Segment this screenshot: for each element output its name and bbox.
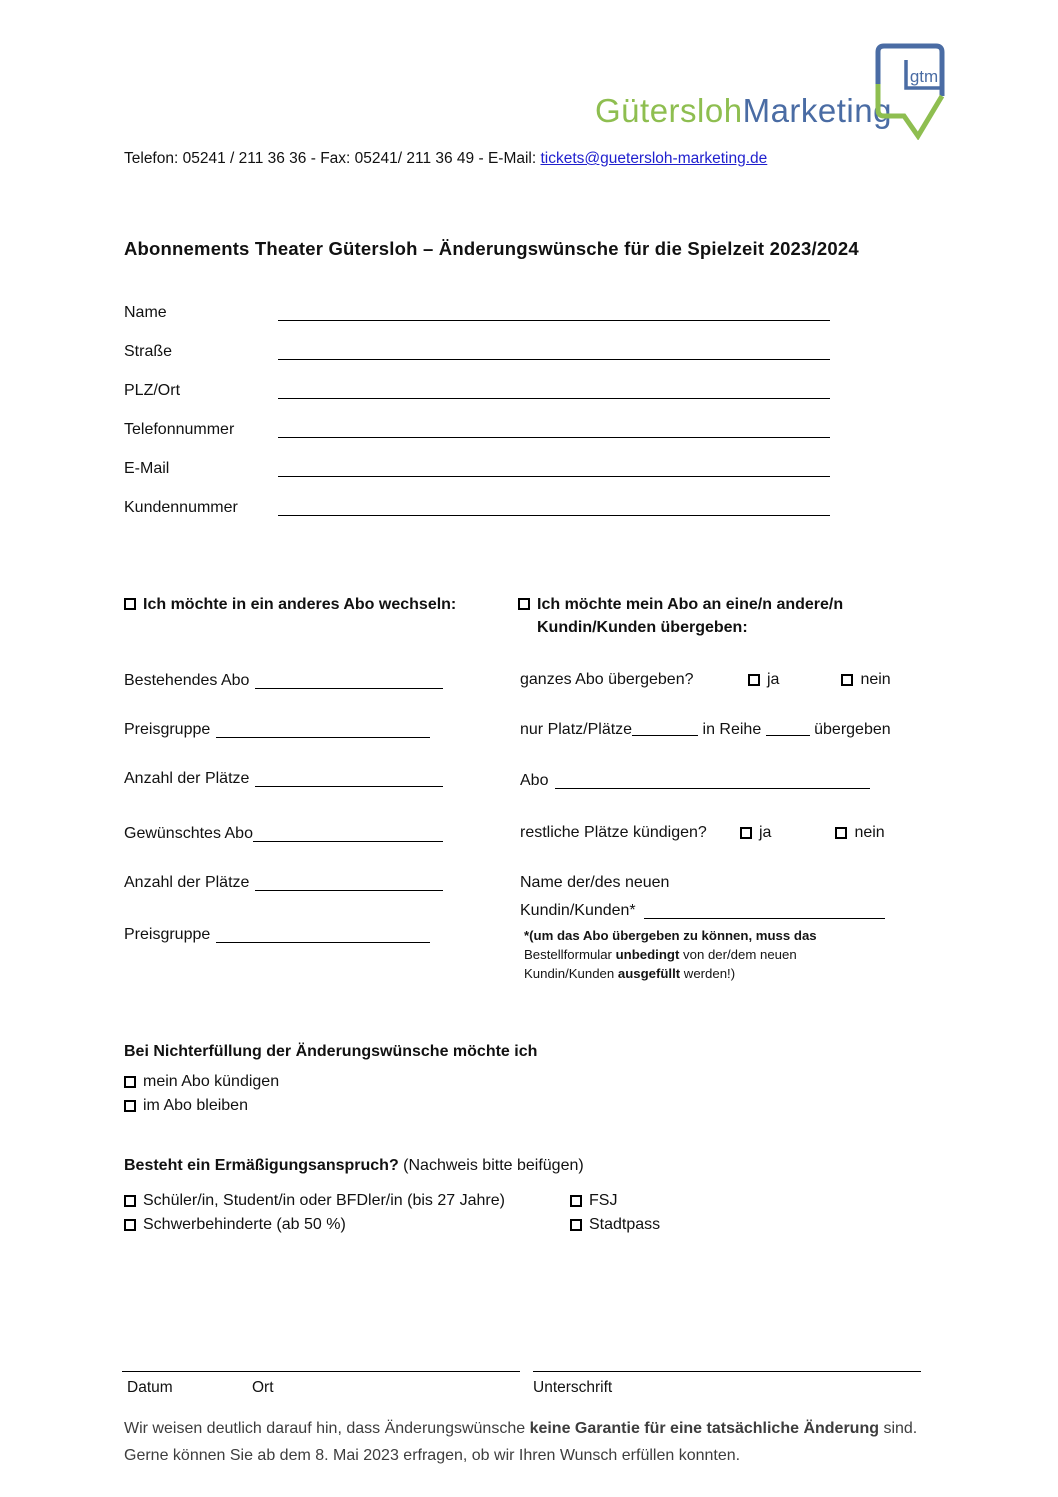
change-label-anzahl-plaetze-2: Anzahl der Plätze [124,874,250,891]
checkbox-abo-kuendigen-icon[interactable] [124,1076,136,1088]
blank-line-preisgruppe-1[interactable] [216,737,430,738]
change-row-anzahl-plaetze-1 [124,769,443,788]
signature-place-label: Ort [252,1379,274,1396]
blank-line-plz-ort[interactable] [278,398,830,399]
transfer-q1-yes-label: ja [767,671,780,688]
logo-brand-blue: Marketing [742,92,892,129]
transfer-platz-suffix: übergeben [814,721,891,738]
change-label-bestehendes-abo: Bestehendes Abo [124,672,250,689]
section-change-header [124,596,504,614]
transfer-platz-mid: in Reihe [702,721,762,738]
blank-line-bestehendes-abo[interactable] [255,688,443,689]
blank-line-new-kunde[interactable] [644,918,885,919]
transfer-abo-label: Abo [520,772,549,789]
change-row-gewuenschtes-abo [124,824,443,843]
discount-header-rest: (Nachweis bitte beifügen) [398,1157,584,1174]
discount-option-schwerbehinderte [124,1216,346,1234]
field-row-name [124,303,830,322]
nonfulfillment-option-bleiben-label: im Abo bleiben [143,1097,248,1114]
blank-line-telefonnummer[interactable] [278,437,830,438]
contact-text: Telefon: 05241 / 211 36 36 - Fax: 05241/ 211 36 49 - E-Mail: [124,150,541,167]
logo [595,92,892,130]
footnote-line2-bold: unbedingt [615,947,680,963]
field-row-kundennummer [124,498,830,517]
discount-option-schueler [124,1192,505,1210]
field-row-telefonnummer [124,420,830,439]
field-row-email [124,459,830,478]
change-label-gewuenschtes-abo: Gewünschtes Abo [124,825,253,842]
field-row-plz-ort [124,381,830,400]
blank-line-reihe[interactable] [766,723,810,736]
change-label-anzahl-plaetze-1: Anzahl der Plätze [124,770,250,787]
footnote-line2-post: von der/dem neuen [679,947,797,963]
discount-option-fsj-label: FSJ [589,1192,618,1209]
logo-wordmark [595,92,892,129]
field-row-strasse [124,342,830,361]
blank-line-anzahl-plaetze-2[interactable] [255,890,443,891]
contact-line [124,150,767,168]
section-transfer-header [518,596,918,637]
svg-text:gtm: gtm [909,67,939,86]
nonfulfillment-option-bleiben [124,1097,248,1115]
change-row-anzahl-plaetze-2 [124,873,443,892]
footnote-line3-bold: ausgefüllt [617,966,681,982]
blank-line-transfer-abo[interactable] [555,788,870,789]
section-change-header-label: Ich möchte in ein anderes Abo wechseln: [143,596,457,613]
checkbox-abo-bleiben-icon[interactable] [124,1100,136,1112]
closing-line2-post: sind. Gerne können Sie ab dem 8. Mai 2023 erfragen, ob wir Ihren Wunsch erfüllen konnten. [124,1420,918,1464]
checkbox-restliche-nein-icon[interactable] [835,827,847,839]
logo-bubble-icon [872,40,948,145]
closing-line2-bold: Änderung [803,1420,879,1437]
checkbox-schwerbehinderte-icon[interactable] [124,1219,136,1231]
change-label-preisgruppe-1: Preisgruppe [124,721,211,738]
blank-line-preisgruppe-2[interactable] [216,942,430,943]
checkbox-change-abo-icon[interactable] [124,598,136,610]
page-title: Abonnements Theater Gütersloh – Änderungswünsche für die Spielzeit 2023/2024 [124,238,859,259]
transfer-q2-row [520,824,930,842]
transfer-abo-row [520,771,870,790]
nonfulfillment-option-kuendigen-label: mein Abo kündigen [143,1073,280,1090]
discount-header-bold: Besteht ein Ermäßigungsanspruch? [124,1157,399,1174]
checkbox-stadtpass-icon[interactable] [570,1219,582,1231]
checkbox-ganzes-ja-icon[interactable] [748,674,760,686]
change-row-preisgruppe-2 [124,925,430,944]
transfer-q2-label: restliche Plätze kündigen? [520,824,707,841]
transfer-platz-row [520,720,930,740]
footnote-line2-pre: Bestellformular [524,947,616,963]
checkbox-transfer-abo-icon[interactable] [518,598,530,610]
checkbox-fsj-icon[interactable] [570,1195,582,1207]
transfer-newname-line1: Name der/des neuen [520,874,670,891]
transfer-q1-no-label: nein [860,671,891,688]
blank-line-strasse[interactable] [278,359,830,360]
closing-line1-pre: Wir weisen deutlich darauf hin, dass Änderungswünsche [124,1420,530,1437]
transfer-q2-yes-label: ja [759,824,772,841]
field-label-strasse: Straße [124,343,173,360]
change-row-preisgruppe-1 [124,720,430,739]
change-label-preisgruppe-2: Preisgruppe [124,926,211,943]
transfer-newname-row [520,901,885,920]
nonfulfillment-option-kuendigen [124,1073,279,1091]
signature-date-label: Datum [127,1379,173,1396]
blank-line-platz[interactable] [632,723,698,736]
discount-option-fsj [570,1192,617,1210]
field-label-telefonnummer: Telefonnummer [124,421,235,438]
checkbox-restliche-ja-icon[interactable] [740,827,752,839]
field-label-plz-ort: PLZ/Ort [124,382,181,399]
closing-note [124,1415,924,1469]
discount-option-stadtpass [570,1216,660,1234]
transfer-footnote [524,926,869,983]
signature-line-date-place[interactable] [122,1371,520,1372]
logo-brand-green: Gütersloh [595,92,743,129]
field-label-kundennummer: Kundennummer [124,499,238,516]
field-label-email: E-Mail [124,460,170,477]
transfer-platz-prefix: nur Platz/Plätze [520,721,633,738]
footnote-line1: *(um das Abo übergeben zu können, muss das [524,928,817,943]
blank-line-kundennummer[interactable] [278,515,830,516]
footnote-line3-post: werden!) [680,966,736,982]
section-transfer-header-line1: Ich möchte mein Abo an eine/n andere/n [537,596,844,613]
footnote-line3-pre: Kundin/Kunden [524,966,618,982]
signature-signature-label: Unterschrift [533,1379,613,1396]
discount-option-schueler-label: Schüler/in, Student/in oder BFDler/in (bis 27 Jahre) [143,1192,505,1209]
transfer-q1-label: ganzes Abo übergeben? [520,671,694,688]
email-link[interactable]: tickets@guetersloh-marketing.de [540,150,768,167]
change-row-bestehendes-abo [124,671,443,690]
checkbox-schueler-icon[interactable] [124,1195,136,1207]
transfer-q2-no-label: nein [854,824,885,841]
transfer-newname-line2: Kundin/Kunden* [520,902,636,919]
discount-header [124,1156,584,1176]
blank-line-name[interactable] [278,320,830,321]
blank-line-email[interactable] [278,476,830,477]
checkbox-ganzes-nein-icon[interactable] [841,674,853,686]
closing-line1-bold: keine Garantie für eine tatsächliche [529,1420,799,1437]
section-transfer-header-line2: Kundin/Kunden übergeben: [537,619,748,636]
discount-option-stadtpass-label: Stadtpass [589,1216,661,1233]
blank-line-gewuenschtes-abo[interactable] [253,841,443,842]
discount-option-schwerbehinderte-label: Schwerbehinderte (ab 50 %) [143,1216,346,1233]
field-label-name: Name [124,304,167,321]
signature-line-signature[interactable] [533,1371,921,1372]
transfer-q1-row [520,671,930,689]
nonfulfillment-header: Bei Nichterfüllung der Änderungswünsche möchte ich [124,1043,538,1060]
blank-line-anzahl-plaetze-1[interactable] [255,786,443,787]
